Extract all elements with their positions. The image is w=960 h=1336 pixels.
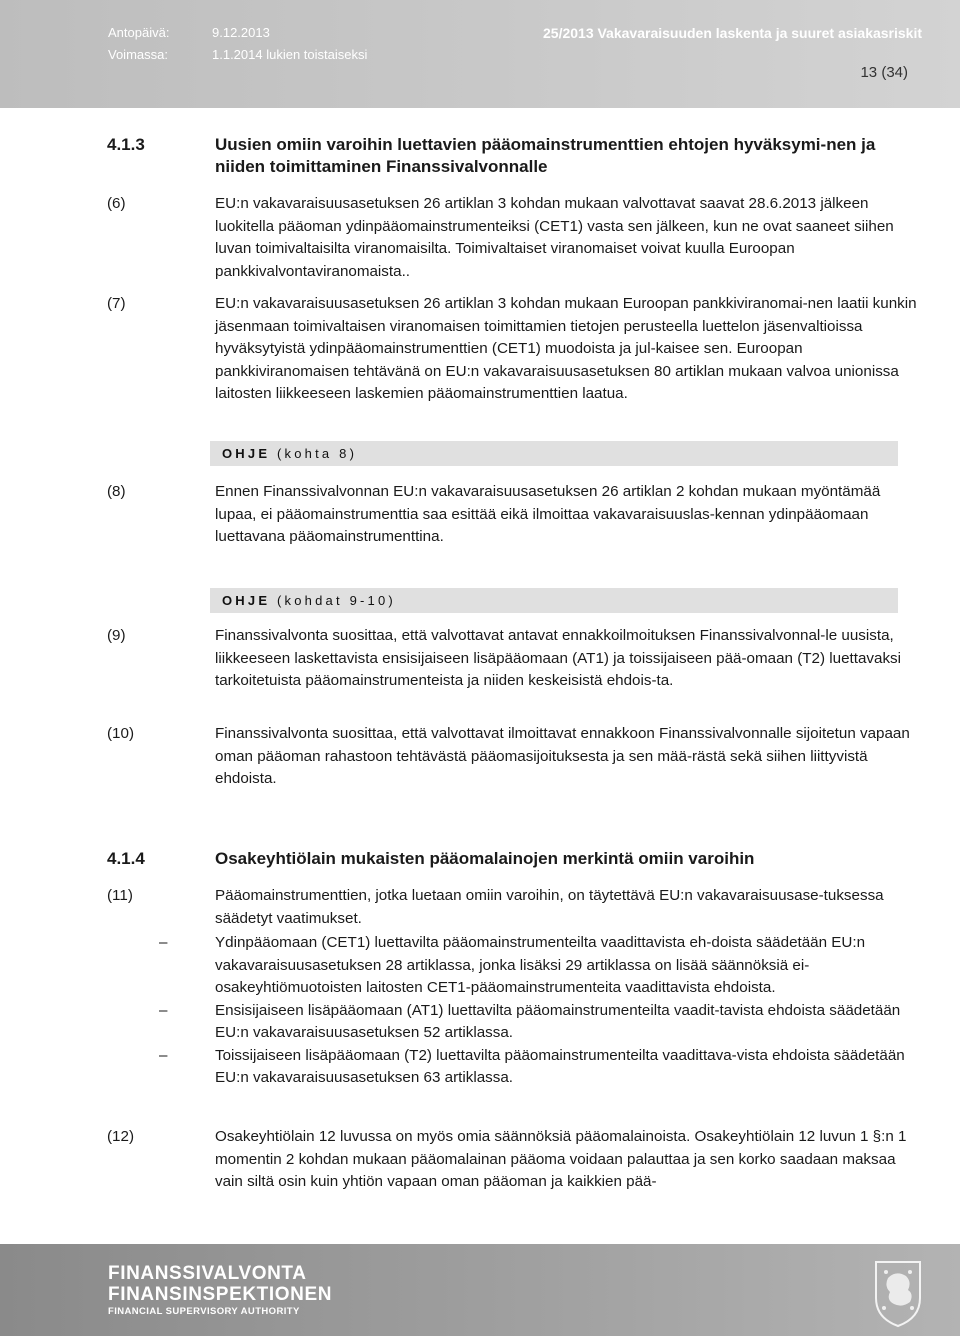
paragraph-6 — [107, 193, 917, 283]
guideline-scope: (kohdat 9-10) — [277, 593, 396, 608]
logo-text-line2: FINANSINSPEKTIONEN — [108, 1284, 333, 1305]
section-heading-4-1-3 — [107, 134, 917, 178]
paragraph-text: Ennen Finanssivalvonnan EU:n vakavaraisuusasetuksen 26 artiklan 2 kohdan mukaan myöntämää lupaa, ei pääomainstrumenttia saa esittää eikä ilmoittaa vakavaraisuuslas-kennan ydinpääomaan luettavana pääomainstrumenttina. — [215, 483, 881, 545]
guideline-scope: (kohta 8) — [277, 446, 358, 461]
guideline-box-9-10 — [210, 588, 898, 613]
logo-text-line1: FINANSSIVALVONTA — [108, 1263, 307, 1284]
date-label: Antopäivä: — [108, 25, 170, 40]
paragraph-text: Finanssivalvonta suosittaa, että valvottavat ilmoittavat ennakkoon Finanssivalvonnalle sijoitetun vapaan oman pääoman rahastoon tehtävästä pääomasijoituksesta ja sen mää-rästä sekä siihen liittyvistä ehdoista. — [215, 725, 910, 787]
section-number: 4.1.3 — [107, 135, 145, 154]
guideline-label: OHJE — [222, 446, 271, 461]
paragraph-number: (12) — [107, 1128, 135, 1145]
section-heading-4-1-4 — [107, 848, 917, 870]
paragraph-11 — [107, 885, 917, 1090]
paragraph-text: Pääomainstrumenttien, jotka luetaan omiin varoihin, on täytettävä EU:n vakavaraisuusase-tuksessa säädetyt vaatimukset. — [215, 887, 884, 927]
dash-bullet-icon: – — [159, 934, 168, 951]
page-header — [0, 0, 960, 108]
logo-text-line3: FINANCIAL SUPERVISORY AUTHORITY — [108, 1306, 300, 1317]
valid-label: Voimassa: — [108, 47, 168, 62]
paragraph-number: (8) — [107, 483, 126, 500]
section-title: Uusien omiin varoihin luettavien pääomainstrumenttien ehtojen hyväksymi-nen ja niiden toimittaminen Finanssivalvonnalle — [215, 135, 876, 176]
bullet-list — [107, 932, 917, 1090]
dash-bullet-icon: – — [159, 1046, 168, 1064]
paragraph-number: (11) — [107, 887, 133, 904]
list-item-text: Ydinpääomaan (CET1) luettavilta pääomainstrumenteilta vaadittavista eh-doista säädetään EU:n vakavaraisuusasetuksen 28 artiklassa, jonka lisäksi 29 artiklassa on lisää säännöksiä ei-osakeyhtiömuotoisten laitosten CET1-pääomainstrumenteita vaadittavista ehdoista. — [215, 934, 866, 996]
valid-value: 1.1.2014 lukien toistaiseksi — [212, 47, 368, 62]
paragraph-9 — [107, 625, 917, 693]
list-item — [107, 1000, 917, 1045]
paragraph-text: EU:n vakavaraisuusasetuksen 26 artiklan 3 kohdan mukaan Euroopan pankkiviranomai-nen laatii kunkin jäsenmaan toimivaltaisen viranomaisen toimittamien tietojen perusteella luettelon jäsenvaltioissa hyväksytyistä ydinpääomainstrumenttien (CET1) muodoista ja jul-kaisee sen. Euroopan pankkiviranomaisen tehtävänä on EU:n vakavaraisuusasetuksen 80 artiklan mukaan valvoa unionissa laitosten liikkeeseen laskemien pääomainstrumenttien laatua. — [215, 295, 917, 402]
paragraph-8 — [107, 481, 917, 549]
guideline-box-8 — [210, 441, 898, 466]
paragraph-text: EU:n vakavaraisuusasetuksen 26 artiklan 3 kohdan mukaan valvottavat saavat 28.6.2013 jälkeen luokitella pääoman ydinpääomainstrumenteiksi (CET1) vasta sen jälkeen, kun ne ovat saaneet siihen luvan toimivaltaisilta viranomaisilta. Toimivaltaiset viranomaiset voivat kuulla Euroopan pankkivalvontaviranomaista.. — [215, 195, 894, 280]
dash-bullet-icon: – — [159, 1001, 168, 1019]
list-item — [107, 932, 917, 1000]
page-number: 13 (34) — [860, 64, 908, 81]
date-value: 9.12.2013 — [212, 25, 270, 40]
section-title: Osakeyhtiölain mukaisten pääomalainojen merkintä omiin varoihin — [215, 849, 755, 868]
paragraph-text: Finanssivalvonta suosittaa, että valvottavat antavat ennakkoilmoituksen Finanssivalvonnal-le uusista, liikkeeseen laskettavista ensisijaiseen lisäpääomaan (AT1) ja toissijaiseen pää-omaan (T2) luettavaksi tarkoitetuista pääomainstrumenteista ja niiden keskeisistä ehdois-ta. — [215, 627, 902, 689]
paragraph-12 — [107, 1126, 917, 1194]
page-footer — [0, 1244, 960, 1336]
section-number: 4.1.4 — [107, 849, 145, 868]
paragraph-number: (9) — [107, 627, 126, 644]
paragraph-number: (6) — [107, 195, 126, 212]
lion-emblem-icon — [868, 1256, 928, 1328]
paragraph-text: Osakeyhtiölain 12 luvussa on myös omia säännöksiä pääomalainoista. Osakeyhtiölain 12 luvun 1 §:n 1 momentin 2 kohdan mukaan pääomalainan pääoma voidaan palauttaa ja sen korko saadaan maksaa vain siltä osin kuin yhtiön vapaan oman pääoman ja kaikkien pää- — [215, 1128, 907, 1190]
paragraph-number: (10) — [107, 725, 135, 742]
document-title: 25/2013 Vakavaraisuuden laskenta ja suuret asiakasriskit — [543, 25, 923, 41]
paragraph-number: (7) — [107, 295, 126, 312]
paragraph-10 — [107, 723, 917, 791]
paragraph-7 — [107, 293, 917, 406]
guideline-label: OHJE — [222, 593, 271, 608]
list-item — [107, 1045, 917, 1090]
list-item-text: Ensisijaiseen lisäpääomaan (AT1) luettavilta pääomainstrumenteilta vaadit-tavista ehdoista säädetään EU:n vakavaraisuusasetuksen 52 artiklassa. — [215, 1001, 901, 1041]
list-item-text: Toissijaiseen lisäpääomaan (T2) luettavilta pääomainstrumenteilta vaadittava-vista ehdoista säädetään EU:n vakavaraisuusasetuksen 63 artiklassa. — [215, 1046, 905, 1086]
